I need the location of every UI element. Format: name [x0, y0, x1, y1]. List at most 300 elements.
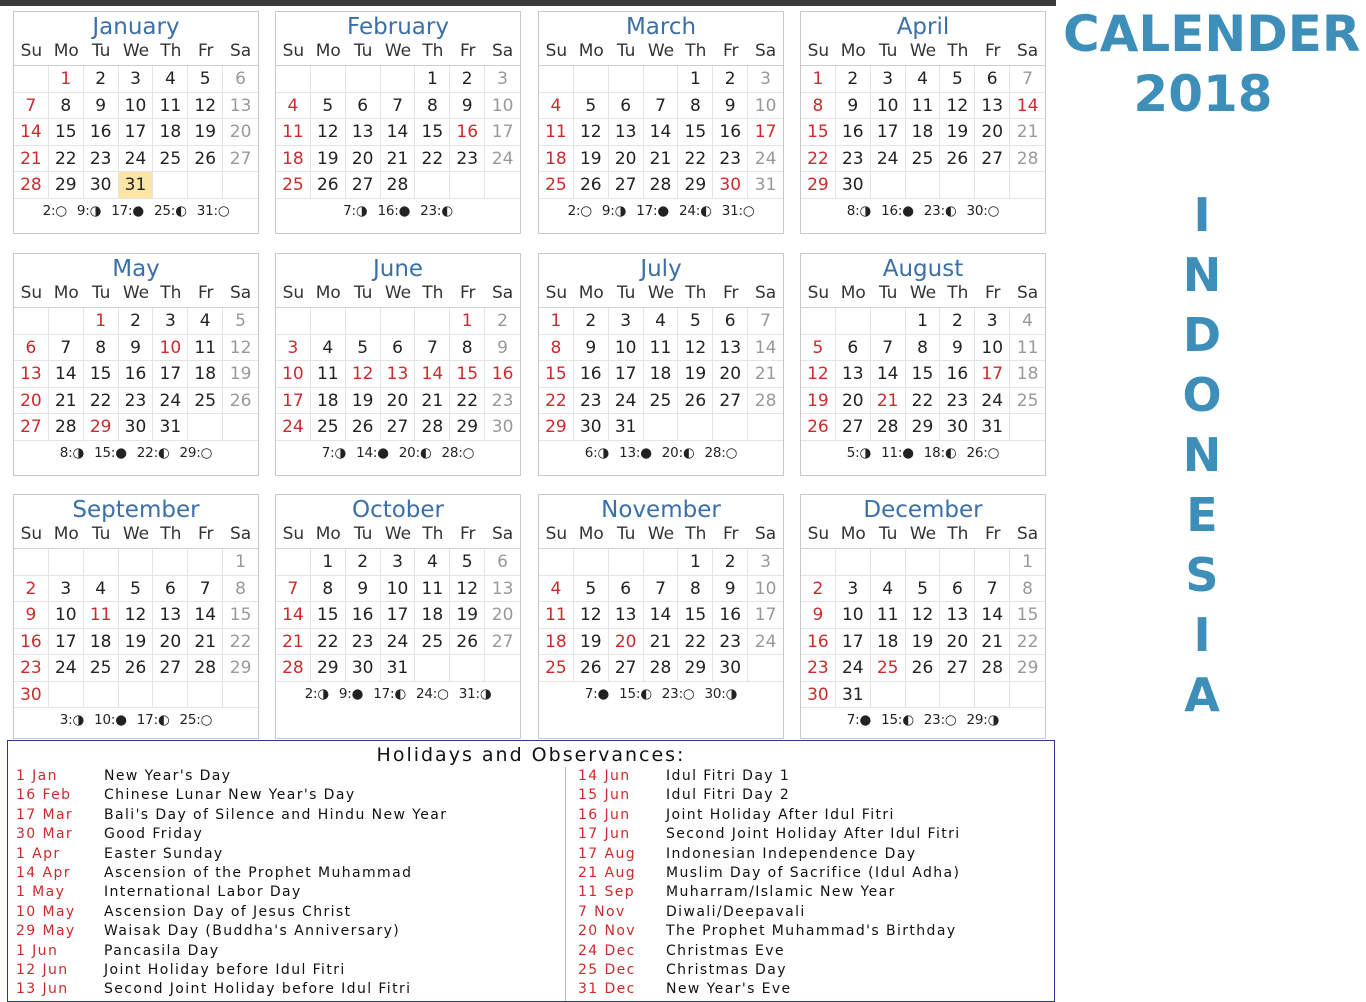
- weekday-label: Fr: [197, 283, 214, 303]
- day-cell: 28: [381, 172, 416, 199]
- weekday-label: Th: [160, 283, 182, 303]
- weekday-label: Su: [282, 41, 305, 61]
- weekday-label: Th: [422, 41, 444, 61]
- weekday-label: Mo: [840, 41, 866, 61]
- calendar-title: CALENDER: [1063, 5, 1361, 63]
- day-cell: 6: [609, 576, 644, 603]
- empty-cell: [713, 414, 748, 441]
- day-cell: 3: [119, 66, 154, 93]
- month-may: [13, 253, 259, 476]
- day-cell: 25: [906, 146, 941, 173]
- day-cell: 24: [748, 629, 783, 656]
- day-cell: 18: [539, 629, 574, 656]
- day-grid: [276, 66, 520, 199]
- day-cell: 31: [381, 655, 416, 682]
- weekday-label: Mo: [315, 283, 341, 303]
- day-cell: 29: [678, 655, 713, 682]
- country-letter: O: [1182, 368, 1222, 422]
- day-cell: 20: [14, 388, 49, 415]
- day-cell: 9: [940, 335, 975, 362]
- day-cell: 12: [906, 602, 941, 629]
- day-cell: 31: [153, 414, 188, 441]
- day-cell: 17: [975, 361, 1010, 388]
- day-cell: 23: [485, 388, 520, 415]
- day-cell: 1: [415, 66, 450, 93]
- day-cell: 15: [223, 602, 258, 629]
- holiday-name: Good Friday: [104, 826, 204, 843]
- country-letter: N: [1182, 248, 1222, 302]
- holiday-name: Pancasila Day: [104, 942, 220, 959]
- day-cell: 23: [801, 655, 836, 682]
- empty-cell: [836, 308, 871, 335]
- day-cell: 10: [871, 93, 906, 120]
- weekday-label: Tu: [878, 524, 898, 544]
- empty-cell: [940, 682, 975, 709]
- day-cell: 19: [574, 146, 609, 173]
- day-cell: 30: [836, 172, 871, 199]
- day-cell: 21: [871, 388, 906, 415]
- weekday-label: Th: [160, 41, 182, 61]
- day-cell: 15: [678, 602, 713, 629]
- weekday-label: Tu: [91, 524, 111, 544]
- empty-cell: [188, 414, 223, 441]
- month-title: May: [112, 256, 160, 282]
- weekday-label: Mo: [840, 524, 866, 544]
- day-cell: 15: [415, 119, 450, 146]
- day-cell: 16: [836, 119, 871, 146]
- day-cell: 22: [49, 146, 84, 173]
- weekday-label: Mo: [578, 524, 604, 544]
- day-cell: 29: [84, 414, 119, 441]
- month-title: August: [882, 256, 964, 282]
- day-cell: 11: [539, 119, 574, 146]
- empty-cell: [311, 308, 346, 335]
- day-cell: 20: [609, 146, 644, 173]
- day-cell: 28: [415, 414, 450, 441]
- day-cell: 25: [188, 388, 223, 415]
- day-cell: 14: [644, 602, 679, 629]
- day-cell: 29: [311, 655, 346, 682]
- day-cell: 1: [223, 549, 258, 576]
- day-cell: 7: [188, 576, 223, 603]
- day-cell: 27: [381, 414, 416, 441]
- day-cell: 22: [84, 388, 119, 415]
- day-cell: 21: [276, 629, 311, 656]
- weekday-label: Fr: [459, 524, 476, 544]
- month-title: December: [863, 497, 983, 523]
- day-cell: 14: [49, 361, 84, 388]
- day-cell: 24: [276, 414, 311, 441]
- holiday-row: [578, 845, 961, 864]
- day-cell: 26: [311, 172, 346, 199]
- weekday-label: Th: [947, 41, 969, 61]
- day-cell: 27: [609, 172, 644, 199]
- empty-cell: [119, 682, 154, 709]
- day-cell: 2: [119, 308, 154, 335]
- day-cell: 21: [748, 361, 783, 388]
- weekday-label: Sa: [754, 524, 777, 544]
- holiday-name: Second Joint Holiday before Idul Fitri: [104, 981, 412, 998]
- holiday-row: [16, 767, 447, 786]
- weekday-label: Sa: [491, 524, 514, 544]
- day-cell: 10: [748, 576, 783, 603]
- day-cell: 25: [153, 146, 188, 173]
- moon-phase: 9:◑: [601, 202, 627, 219]
- day-cell: 9: [801, 602, 836, 629]
- moon-phase: 31:○: [721, 202, 755, 219]
- day-cell: 30: [713, 172, 748, 199]
- weekday-header: [801, 38, 1045, 66]
- day-cell: 18: [276, 146, 311, 173]
- day-cell: 17: [119, 119, 154, 146]
- holiday-name: Diwali/Deepavali: [666, 903, 806, 920]
- month-august: [800, 253, 1046, 476]
- empty-cell: [450, 655, 485, 682]
- weekday-label: Mo: [578, 283, 604, 303]
- moon-phases: [801, 445, 1045, 461]
- empty-cell: [450, 172, 485, 199]
- day-cell: 24: [485, 146, 520, 173]
- empty-cell: [1010, 172, 1045, 199]
- weekday-label: Mo: [53, 41, 79, 61]
- day-cell: 8: [450, 335, 485, 362]
- moon-phase: 31:◑: [458, 685, 492, 702]
- day-cell: 11: [906, 93, 941, 120]
- day-cell: 24: [871, 146, 906, 173]
- day-cell: 13: [153, 602, 188, 629]
- empty-cell: [381, 308, 416, 335]
- weekday-label: We: [384, 524, 412, 544]
- holiday-date: 1 Jan: [16, 768, 58, 784]
- holiday-date: 17 Jun: [578, 826, 631, 843]
- day-cell: 5: [801, 335, 836, 362]
- day-cell: 28: [975, 655, 1010, 682]
- day-cell: 17: [748, 119, 783, 146]
- top-bar: [0, 0, 1056, 6]
- weekday-label: Tu: [878, 41, 898, 61]
- day-grid: [276, 308, 520, 441]
- day-cell: 24: [119, 146, 154, 173]
- moon-phases: [276, 203, 520, 219]
- day-cell: 15: [906, 361, 941, 388]
- weekday-label: Fr: [984, 41, 1001, 61]
- empty-cell: [223, 414, 258, 441]
- weekday-label: We: [122, 524, 150, 544]
- day-cell: 7: [975, 576, 1010, 603]
- holidays-panel: [7, 740, 1055, 1002]
- day-cell: 30: [119, 414, 154, 441]
- holiday-date: 17 Mar: [16, 806, 74, 823]
- empty-cell: [14, 308, 49, 335]
- day-cell: 30: [801, 682, 836, 709]
- day-cell: 16: [14, 629, 49, 656]
- country-name-vertical: [1170, 185, 1234, 725]
- day-cell: 23: [713, 146, 748, 173]
- empty-cell: [49, 682, 84, 709]
- day-cell: 9: [485, 335, 520, 362]
- holiday-row: [578, 922, 961, 941]
- holiday-name: Bali's Day of Silence and Hindu New Year: [104, 806, 448, 823]
- weekday-header: [801, 521, 1045, 549]
- weekday-label: Sa: [1016, 41, 1039, 61]
- moon-phase: 16:●: [881, 202, 914, 219]
- day-cell: 8: [1010, 576, 1045, 603]
- empty-cell: [871, 549, 906, 576]
- day-cell: 4: [188, 308, 223, 335]
- day-cell: 5: [223, 308, 258, 335]
- weekday-label: Su: [807, 41, 830, 61]
- month-february: [275, 11, 521, 234]
- moon-phases: [801, 203, 1045, 219]
- day-cell: 15: [450, 361, 485, 388]
- holidays-title: Holidays and Observances:: [376, 744, 686, 766]
- day-cell: 20: [713, 361, 748, 388]
- holiday-name: Christmas Eve: [666, 942, 785, 959]
- day-cell: 28: [644, 172, 679, 199]
- day-cell: 19: [346, 388, 381, 415]
- day-cell: 17: [609, 361, 644, 388]
- day-cell: 2: [14, 576, 49, 603]
- moon-phase: 8:◑: [846, 202, 872, 219]
- weekday-label: We: [647, 524, 675, 544]
- holiday-row: [578, 980, 961, 999]
- moon-phase: 24:◐: [678, 202, 712, 219]
- day-cell: 18: [311, 388, 346, 415]
- day-cell: 20: [485, 602, 520, 629]
- day-cell: 24: [836, 655, 871, 682]
- day-cell: 25: [311, 414, 346, 441]
- day-cell: 14: [14, 119, 49, 146]
- weekday-label: We: [909, 524, 937, 544]
- day-cell: 18: [188, 361, 223, 388]
- moon-phase: 30:○: [966, 202, 1000, 219]
- holiday-row: [16, 961, 447, 980]
- holiday-name: Ascension Day of Jesus Christ: [104, 903, 352, 920]
- weekday-label: Tu: [616, 41, 636, 61]
- holiday-row: [16, 845, 447, 864]
- day-cell: 1: [906, 308, 941, 335]
- holiday-row: [578, 825, 961, 844]
- day-cell: 5: [574, 93, 609, 120]
- moon-phase: 3:◑: [59, 712, 85, 728]
- day-cell: 27: [609, 655, 644, 682]
- empty-cell: [906, 682, 941, 709]
- holiday-date: 21 Aug: [578, 864, 637, 881]
- day-cell: 16: [119, 361, 154, 388]
- day-cell: 8: [311, 576, 346, 603]
- day-grid: [539, 308, 783, 441]
- holiday-date: 31 Dec: [578, 981, 636, 998]
- day-cell: 19: [311, 146, 346, 173]
- day-cell: 19: [450, 602, 485, 629]
- country-letter: E: [1186, 488, 1218, 542]
- holiday-date: 15 Jun: [578, 787, 631, 804]
- day-cell: 10: [485, 93, 520, 120]
- empty-cell: [940, 172, 975, 199]
- day-cell: 18: [84, 629, 119, 656]
- day-cell: 21: [415, 388, 450, 415]
- empty-cell: [14, 66, 49, 93]
- day-cell: 29: [801, 172, 836, 199]
- month-title: February: [347, 14, 449, 40]
- day-grid: [14, 308, 258, 441]
- day-cell: 12: [574, 602, 609, 629]
- day-cell: 8: [539, 335, 574, 362]
- empty-cell: [644, 414, 679, 441]
- day-cell: 10: [836, 602, 871, 629]
- day-cell: 2: [574, 308, 609, 335]
- day-cell: 22: [450, 388, 485, 415]
- empty-cell: [975, 172, 1010, 199]
- day-cell: 8: [678, 576, 713, 603]
- weekday-label: Mo: [578, 41, 604, 61]
- day-cell: 30: [346, 655, 381, 682]
- day-grid: [14, 549, 258, 708]
- day-cell: 20: [223, 119, 258, 146]
- day-cell: 2: [713, 549, 748, 576]
- empty-cell: [836, 549, 871, 576]
- month-title: June: [372, 256, 424, 282]
- day-cell: 28: [49, 414, 84, 441]
- day-cell: 18: [1010, 361, 1045, 388]
- weekday-label: Sa: [754, 283, 777, 303]
- moon-phase: 16:●: [377, 202, 411, 219]
- empty-cell: [748, 414, 783, 441]
- day-cell: 3: [975, 308, 1010, 335]
- weekday-label: Sa: [229, 283, 252, 303]
- day-cell: 13: [346, 119, 381, 146]
- day-cell: 18: [415, 602, 450, 629]
- day-cell: 10: [975, 335, 1010, 362]
- weekday-label: Tu: [91, 283, 111, 303]
- calendar-heading: [1063, 4, 1361, 124]
- weekday-label: Su: [282, 283, 305, 303]
- day-cell: 21: [49, 388, 84, 415]
- holiday-date: 1 Apr: [16, 845, 61, 862]
- moon-phase: 10:●: [94, 712, 127, 728]
- day-cell: 8: [678, 93, 713, 120]
- day-cell: 15: [678, 119, 713, 146]
- moon-phases: [14, 203, 258, 219]
- day-cell: 25: [276, 172, 311, 199]
- empty-cell: [415, 308, 450, 335]
- country-letter: D: [1182, 308, 1222, 362]
- empty-cell: [574, 66, 609, 93]
- holiday-date: 16 Jun: [578, 806, 631, 823]
- day-cell: 26: [574, 655, 609, 682]
- moon-phase: 13:●: [619, 444, 652, 461]
- holiday-date: 14 Jun: [578, 768, 631, 784]
- day-cell: 28: [276, 655, 311, 682]
- holiday-date: 24 Dec: [578, 942, 636, 959]
- empty-cell: [276, 549, 311, 576]
- day-cell: 17: [153, 361, 188, 388]
- day-cell: 10: [748, 93, 783, 120]
- empty-cell: [49, 549, 84, 576]
- day-cell: 11: [84, 602, 119, 629]
- weekday-label: Sa: [754, 41, 777, 61]
- weekday-label: Su: [545, 41, 568, 61]
- moon-phases: [14, 445, 258, 461]
- holiday-name: Christmas Day: [666, 961, 787, 978]
- day-cell: 18: [539, 146, 574, 173]
- weekday-header: [276, 38, 520, 66]
- moon-phase: 22:◐: [136, 444, 170, 461]
- holiday-name: Idul Fitri Day 1: [666, 768, 791, 784]
- day-cell: 16: [485, 361, 520, 388]
- empty-cell: [415, 655, 450, 682]
- day-cell: 17: [49, 629, 84, 656]
- day-cell: 6: [485, 549, 520, 576]
- holiday-row: [578, 767, 961, 786]
- day-cell: 27: [153, 655, 188, 682]
- weekday-label: We: [909, 283, 937, 303]
- weekday-header: [539, 38, 783, 66]
- day-cell: 15: [49, 119, 84, 146]
- month-title: July: [640, 256, 682, 282]
- moon-phase: 29:◑: [966, 712, 1000, 728]
- day-cell: 8: [223, 576, 258, 603]
- weekday-label: Th: [422, 283, 444, 303]
- weekday-header: [14, 280, 258, 308]
- day-cell: 25: [1010, 388, 1045, 415]
- day-cell: 27: [485, 629, 520, 656]
- weekday-label: Su: [545, 283, 568, 303]
- day-grid: [801, 66, 1045, 199]
- day-cell: 20: [609, 629, 644, 656]
- day-cell: 5: [678, 308, 713, 335]
- day-cell: 13: [940, 602, 975, 629]
- moon-phase: 23:○: [923, 712, 957, 728]
- day-cell: 5: [346, 335, 381, 362]
- day-cell: 18: [871, 629, 906, 656]
- day-cell: 15: [311, 602, 346, 629]
- day-cell: 12: [450, 576, 485, 603]
- day-cell: 7: [644, 576, 679, 603]
- moon-phase: 14:●: [356, 444, 389, 461]
- day-cell: 8: [906, 335, 941, 362]
- holiday-date: 12 Jun: [16, 961, 69, 978]
- moon-phase: 2:○: [567, 202, 592, 219]
- day-cell: 10: [276, 361, 311, 388]
- day-cell: 6: [346, 93, 381, 120]
- day-cell: 13: [485, 576, 520, 603]
- day-cell: 1: [84, 308, 119, 335]
- day-cell: 25: [84, 655, 119, 682]
- day-cell: 21: [644, 146, 679, 173]
- day-cell: 22: [539, 388, 574, 415]
- weekday-label: Mo: [315, 524, 341, 544]
- empty-cell: [153, 172, 188, 199]
- day-cell: 20: [940, 629, 975, 656]
- day-cell: 12: [223, 335, 258, 362]
- day-cell: 24: [381, 629, 416, 656]
- empty-cell: [644, 66, 679, 93]
- day-cell: 26: [223, 388, 258, 415]
- day-cell: 5: [906, 576, 941, 603]
- day-cell: 9: [119, 335, 154, 362]
- holiday-name: Joint Holiday After Idul Fitri: [666, 806, 895, 823]
- day-cell: 31: [975, 414, 1010, 441]
- month-title: October: [351, 497, 445, 523]
- day-cell: 1: [49, 66, 84, 93]
- weekday-header: [801, 280, 1045, 308]
- moon-phase: 7:◑: [343, 202, 368, 219]
- day-cell: 1: [311, 549, 346, 576]
- day-cell: 6: [940, 576, 975, 603]
- day-cell: 19: [223, 361, 258, 388]
- day-cell: 23: [346, 629, 381, 656]
